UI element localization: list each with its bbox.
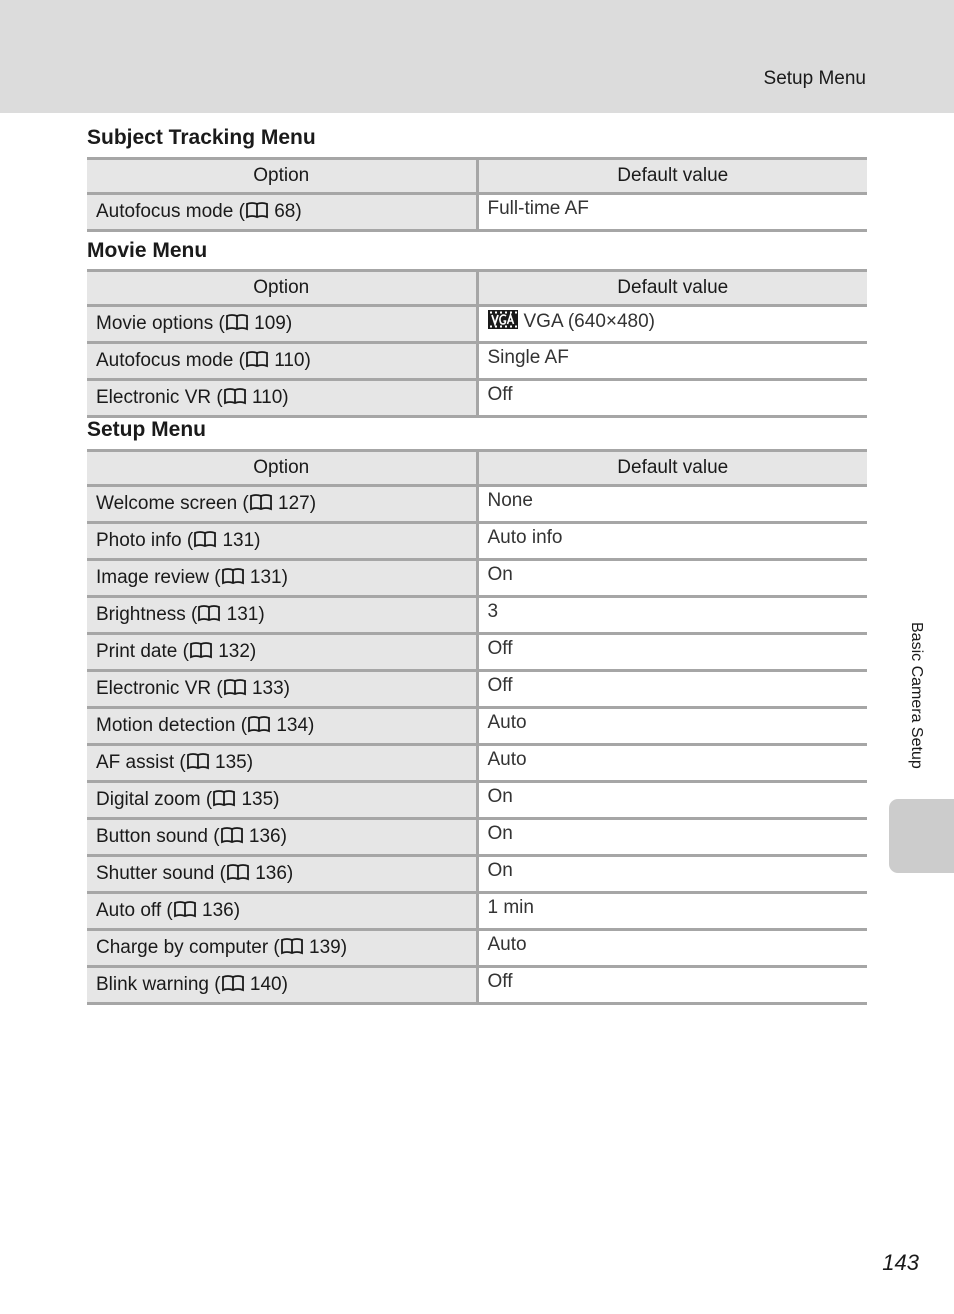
- option-label: Shutter sound (: [96, 863, 226, 884]
- value-cell: [477, 306, 867, 343]
- book-reference-icon: [197, 604, 221, 622]
- value-cell: Single AF: [477, 343, 867, 380]
- page-ref: 140): [249, 974, 288, 995]
- book-reference-icon: [221, 974, 245, 992]
- value-cell: On: [477, 819, 867, 856]
- column-header-default-value: Default value: [477, 159, 867, 194]
- table-row: [87, 634, 867, 671]
- value-cell: Auto: [477, 745, 867, 782]
- option-cell: [87, 708, 477, 745]
- book-reference-icon: [189, 641, 213, 659]
- table-row: [87, 782, 867, 819]
- book-reference-icon: [247, 715, 271, 733]
- setup-table: [87, 449, 867, 1005]
- option-label: Image review (: [96, 567, 221, 588]
- book-reference-icon: [193, 530, 217, 548]
- value-cell: Full-time AF: [477, 194, 867, 231]
- option-cell: [87, 634, 477, 671]
- page-ref: 109): [254, 313, 293, 334]
- value-cell: Auto: [477, 930, 867, 967]
- column-header-default-value: Default value: [477, 271, 867, 306]
- option-label: Welcome screen (: [96, 493, 249, 514]
- value-text: VGA (640×480): [523, 311, 656, 332]
- book-reference-icon: [245, 350, 269, 368]
- option-label: Electronic VR (: [96, 387, 223, 408]
- option-cell: [87, 306, 477, 343]
- option-label: Auto off (: [96, 900, 173, 921]
- table-header-row: [87, 159, 867, 194]
- page-ref: 136): [202, 900, 241, 921]
- column-header-default-value: Default value: [477, 451, 867, 486]
- page-ref: 110): [251, 387, 289, 408]
- option-label: Autofocus mode (: [96, 201, 245, 222]
- option-cell: [87, 893, 477, 930]
- value-cell: None: [477, 486, 867, 523]
- value-cell: Auto: [477, 708, 867, 745]
- option-label: Print date (: [96, 641, 189, 662]
- option-label: Autofocus mode (: [96, 350, 245, 371]
- column-header-option: Option: [87, 451, 477, 486]
- side-tab[interactable]: [889, 799, 954, 873]
- book-reference-icon: [212, 789, 236, 807]
- book-reference-icon: [225, 313, 249, 331]
- option-cell: [87, 745, 477, 782]
- book-reference-icon: [226, 863, 250, 881]
- table-header-row: [87, 271, 867, 306]
- option-cell: [87, 782, 477, 819]
- section-title-setup: Setup Menu: [87, 418, 206, 441]
- book-reference-icon: [223, 678, 247, 696]
- book-reference-icon: [280, 937, 304, 955]
- page-ref: 127): [278, 493, 317, 514]
- value-cell: 3: [477, 597, 867, 634]
- book-reference-icon: [173, 900, 197, 918]
- value-cell: Off: [477, 967, 867, 1004]
- option-label: Electronic VR (: [96, 678, 223, 699]
- option-cell: [87, 967, 477, 1004]
- option-cell: [87, 597, 477, 634]
- table-row: [87, 967, 867, 1004]
- table-row: [87, 194, 867, 231]
- page-number: 143: [882, 1250, 919, 1275]
- page-ref: 131): [249, 567, 288, 588]
- vga-movie-icon: [488, 310, 518, 329]
- value-cell: Off: [477, 380, 867, 417]
- value-cell: On: [477, 782, 867, 819]
- page-ref: 135): [215, 752, 254, 773]
- book-reference-icon: [186, 752, 210, 770]
- table-row: [87, 930, 867, 967]
- table-row: [87, 856, 867, 893]
- section-title-movie: Movie Menu: [87, 239, 208, 262]
- book-reference-icon: [220, 826, 244, 844]
- option-cell: [87, 930, 477, 967]
- section-title-subject-tracking: Subject Tracking Menu: [87, 126, 316, 149]
- page-ref: 131): [226, 604, 265, 625]
- value-cell: Off: [477, 671, 867, 708]
- side-tab-label: Basic Camera Setup: [908, 622, 925, 769]
- option-cell: [87, 343, 477, 380]
- book-reference-icon: [245, 201, 269, 219]
- table-row: [87, 671, 867, 708]
- table-row: [87, 306, 867, 343]
- option-label: Photo info (: [96, 530, 194, 551]
- table-row: [87, 523, 867, 560]
- page-ref: 110): [274, 350, 311, 371]
- book-reference-icon: [249, 493, 273, 511]
- option-label: Charge by computer (: [96, 937, 280, 958]
- table-row: [87, 560, 867, 597]
- option-label: Movie options (: [96, 313, 225, 334]
- option-label: Button sound (: [96, 826, 220, 847]
- table-row: [87, 597, 867, 634]
- option-cell: [87, 194, 477, 231]
- column-header-option: Option: [87, 159, 477, 194]
- table-row: [87, 745, 867, 782]
- option-cell: [87, 560, 477, 597]
- option-cell: [87, 523, 477, 560]
- page-ref: 132): [218, 641, 257, 662]
- option-cell: [87, 380, 477, 417]
- header-title: Setup Menu: [763, 68, 866, 89]
- value-cell: 1 min: [477, 893, 867, 930]
- option-label: Digital zoom (: [96, 789, 213, 810]
- option-label: AF assist (: [96, 752, 186, 773]
- option-cell: [87, 856, 477, 893]
- table-row: [87, 819, 867, 856]
- page-ref: 68): [274, 201, 302, 222]
- page-ref: 134): [276, 715, 315, 736]
- table-row: [87, 893, 867, 930]
- page-ref: 135): [241, 789, 280, 810]
- subject-tracking-table: [87, 157, 867, 232]
- page-ref: 136): [255, 863, 294, 884]
- option-label: Motion detection (: [96, 715, 248, 736]
- table-row: [87, 380, 867, 417]
- table-header-row: [87, 451, 867, 486]
- book-reference-icon: [223, 387, 247, 405]
- page-ref: 133): [251, 678, 291, 699]
- option-cell: [87, 671, 477, 708]
- book-reference-icon: [221, 567, 245, 585]
- value-cell: On: [477, 560, 867, 597]
- option-cell: [87, 486, 477, 523]
- page-ref: 131): [222, 530, 261, 551]
- column-header-option: Option: [87, 271, 477, 306]
- page-ref: 139): [309, 937, 348, 958]
- table-row: [87, 343, 867, 380]
- value-cell: Off: [477, 634, 867, 671]
- movie-table: [87, 269, 867, 418]
- table-row: [87, 708, 867, 745]
- value-cell: On: [477, 856, 867, 893]
- option-label: Brightness (: [96, 604, 198, 625]
- header-band: [0, 0, 954, 113]
- table-row: [87, 486, 867, 523]
- option-cell: [87, 819, 477, 856]
- value-cell: Auto info: [477, 523, 867, 560]
- option-label: Blink warning (: [96, 974, 221, 995]
- page-ref: 136): [248, 826, 287, 847]
